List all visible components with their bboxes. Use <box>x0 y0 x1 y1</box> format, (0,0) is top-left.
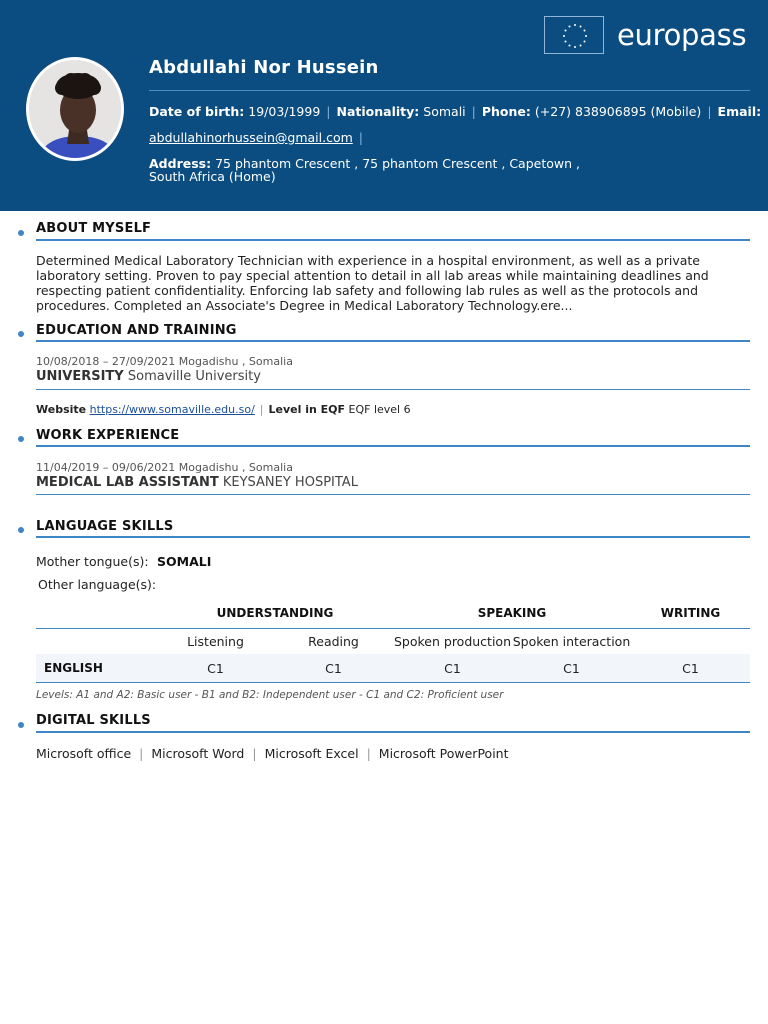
skill-item: Microsoft Excel <box>264 746 359 761</box>
section-bullet <box>18 436 24 442</box>
skill-item: Microsoft PowerPoint <box>378 746 509 761</box>
understanding-header: UNDERSTANDING <box>216 606 334 620</box>
info-separator: | <box>707 104 712 119</box>
section-divider <box>36 445 750 447</box>
website-link[interactable]: https://www.somaville.edu.so/ <box>89 403 255 416</box>
employer-name: KEYSANEY HOSPITAL <box>222 475 358 490</box>
table-header-divider <box>36 628 750 629</box>
about-section-title: ABOUT MYSELF <box>36 221 152 236</box>
skill-item: Microsoft office <box>36 746 132 761</box>
info-separator: | <box>259 403 264 416</box>
education-website-line <box>36 403 411 416</box>
listening-subheader: Listening <box>187 634 244 649</box>
work-section-title: WORK EXPERIENCE <box>36 428 180 443</box>
mother-tongue-value: SOMALI <box>157 554 212 569</box>
profile-photo <box>26 57 124 161</box>
institution-name: Somaville University <box>127 369 261 384</box>
eu-flag-logo <box>544 16 604 54</box>
nationality-value: Somali <box>423 104 466 119</box>
spoken-interaction-level: C1 <box>563 661 580 676</box>
language-levels-note: Levels: A1 and A2: Basic user - B1 and B2: Independent user - C1 and C2: Proficient user <box>36 689 504 701</box>
spoken-interaction-subheader: Spoken interaction <box>512 634 631 649</box>
eqf-value: EQF level 6 <box>348 403 411 416</box>
nationality-label: Nationality: <box>336 104 420 119</box>
education-section-title: EDUCATION AND TRAINING <box>36 323 237 338</box>
personal-info-line <box>149 105 761 119</box>
skill-item: Microsoft Word <box>151 746 245 761</box>
entry-divider <box>36 494 750 495</box>
reading-subheader: Reading <box>308 634 359 649</box>
speaking-header: SPEAKING <box>477 606 547 620</box>
about-text: Determined Medical Laboratory Technician with experience in a hospital environment, as well as a private laboratory setting. Proven to pay special attention to detail in all lab areas while maintaining deadlines and respecting patient confidentiality. Enforcing lab safety and following lab rules as well as the protocols and procedures. Completed an Associate's Degree in Medical Laboratory Technology.ere... <box>36 253 709 313</box>
dob-value: 19/03/1999 <box>248 104 321 119</box>
other-languages-label: Other language(s): <box>38 577 157 592</box>
header-divider <box>149 90 750 91</box>
skill-separator: | <box>366 746 371 761</box>
eqf-label: Level in EQF <box>268 403 346 416</box>
skill-separator: | <box>139 746 144 761</box>
education-dates: 10/08/2018 – 27/09/2021 Mogadishu , Somalia <box>36 355 293 368</box>
spoken-production-subheader: Spoken production <box>393 634 512 649</box>
email-label: Email: <box>717 104 762 119</box>
digital-skills-list <box>36 746 508 761</box>
candidate-name: Abdullahi Nor Hussein <box>149 57 379 78</box>
work-dates: 11/04/2019 – 09/06/2021 Mogadishu , Somalia <box>36 461 293 474</box>
dob-label: Date of birth: <box>149 104 245 119</box>
language-name: ENGLISH <box>44 661 103 675</box>
info-separator: | <box>471 104 476 119</box>
language-section-title: LANGUAGE SKILLS <box>36 519 174 534</box>
degree-title: UNIVERSITY <box>36 369 124 384</box>
section-bullet <box>18 230 24 236</box>
section-divider <box>36 340 750 342</box>
listening-level: C1 <box>207 661 224 676</box>
section-bullet <box>18 722 24 728</box>
spoken-production-level: C1 <box>444 661 461 676</box>
reading-level: C1 <box>325 661 342 676</box>
writing-header: WRITING <box>660 606 721 620</box>
phone-label: Phone: <box>481 104 531 119</box>
section-divider <box>36 536 750 538</box>
section-bullet <box>18 527 24 533</box>
table-row <box>36 654 750 683</box>
work-entry <box>36 475 358 490</box>
writing-level: C1 <box>682 661 699 676</box>
info-separator: | <box>358 130 364 145</box>
website-label: Website <box>36 403 87 416</box>
email-link[interactable]: abdullahinorhussein@gmail.com <box>149 130 353 145</box>
header <box>0 0 768 211</box>
digital-section-title: DIGITAL SKILLS <box>36 713 151 728</box>
entry-divider <box>36 389 750 390</box>
address-line <box>149 157 619 183</box>
section-divider <box>36 731 750 733</box>
section-divider <box>36 239 750 241</box>
section-bullet <box>18 331 24 337</box>
position-title: MEDICAL LAB ASSISTANT <box>36 475 219 490</box>
phone-value: (+27) 838906895 (Mobile) <box>534 104 702 119</box>
skill-separator: | <box>252 746 257 761</box>
info-separator: | <box>326 104 331 119</box>
education-entry <box>36 369 261 384</box>
email-line <box>149 131 369 145</box>
europass-logo-text: europass <box>617 18 747 52</box>
address-value: 75 phantom Crescent , 75 phantom Crescent , Capetown , South Africa (Home) <box>149 156 580 184</box>
address-label: Address: <box>149 156 212 171</box>
mother-tongue-label: Mother tongue(s): <box>36 554 149 569</box>
